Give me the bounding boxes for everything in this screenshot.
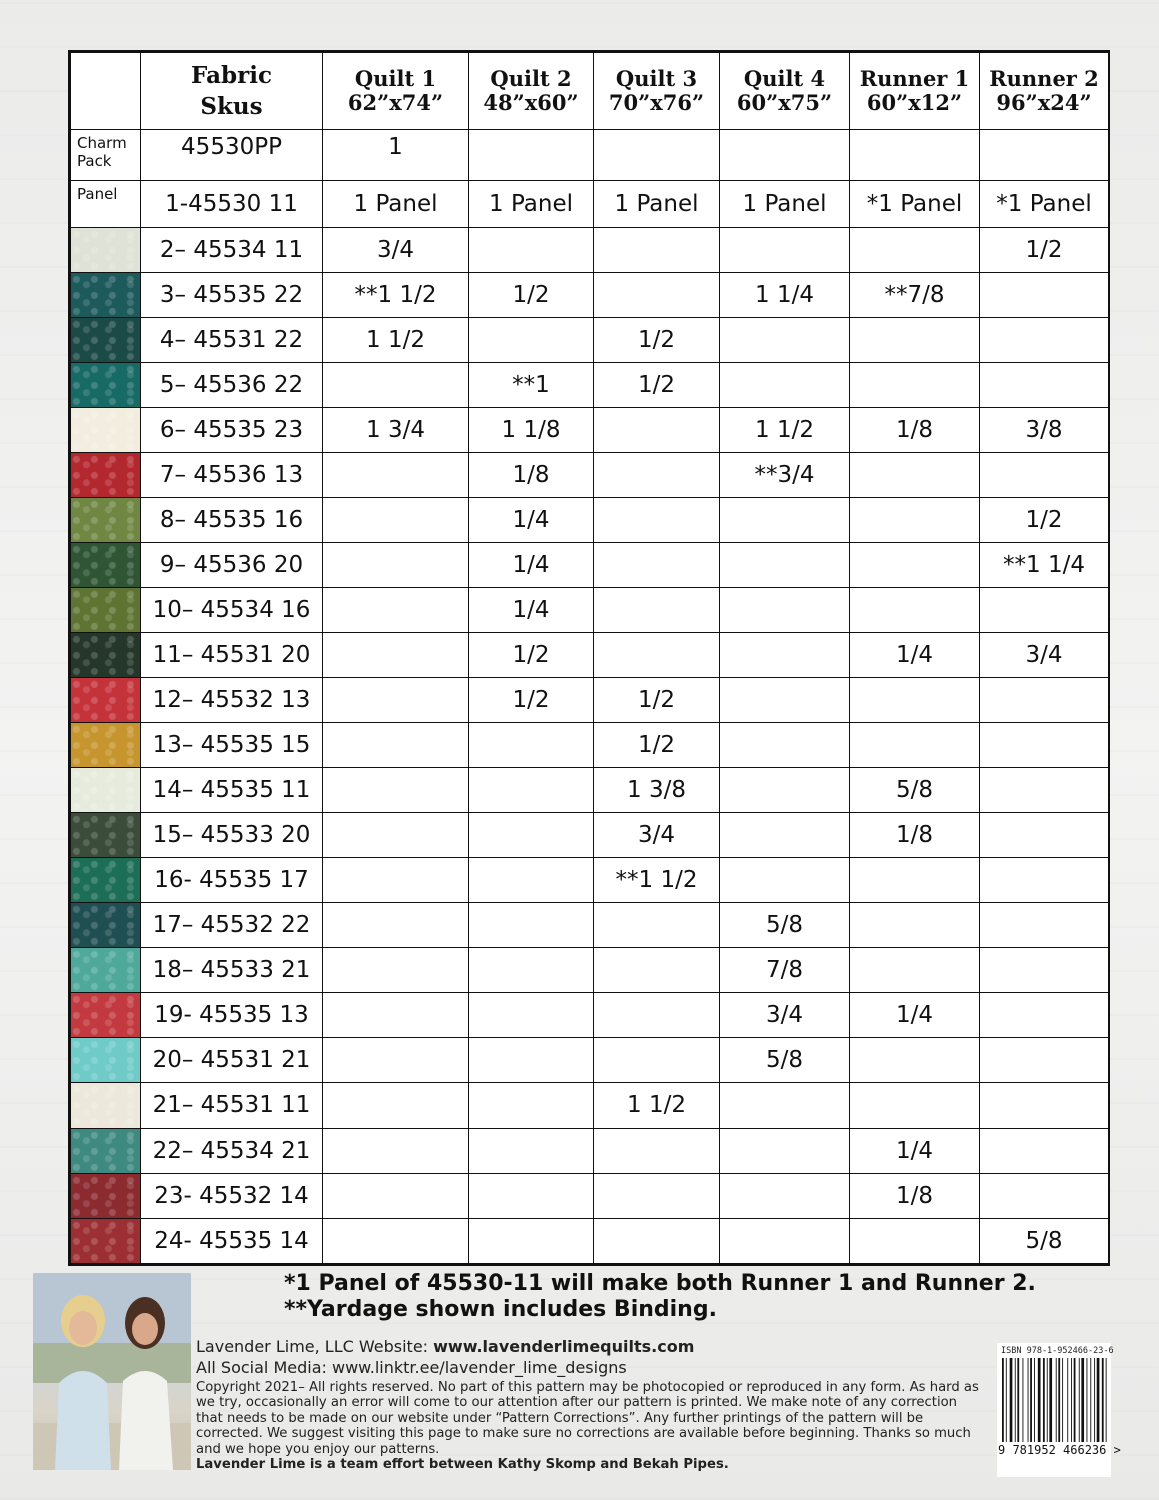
fabric-row <box>71 993 1109 1038</box>
yardage-cell <box>323 1218 469 1263</box>
fabric-row <box>71 1083 1109 1128</box>
yardage-cell <box>594 407 720 452</box>
sku-cell: 24- 45535 14 <box>141 1218 323 1263</box>
yardage-cell <box>594 1128 720 1173</box>
fabric-swatch <box>71 542 141 587</box>
yardage-cell <box>980 362 1109 407</box>
yardage-cell <box>980 993 1109 1038</box>
swatch-color <box>71 633 140 677</box>
sku-cell: 7– 45536 13 <box>141 452 323 497</box>
swatch-color <box>71 1129 140 1173</box>
yardage-cell <box>323 1128 469 1173</box>
yardage-cell: 1 1/2 <box>594 1083 720 1128</box>
yardage-cell: 1/4 <box>469 497 594 542</box>
fabric-row <box>71 632 1109 677</box>
sku-cell: 16- 45535 17 <box>141 858 323 903</box>
yardage-cell <box>469 1218 594 1263</box>
yardage-cell <box>323 587 469 632</box>
yardage-cell <box>850 1083 980 1128</box>
yardage-cell <box>594 632 720 677</box>
sku-cell: 13– 45535 15 <box>141 723 323 768</box>
binding-note: **Yardage shown includes Binding. <box>284 1297 717 1322</box>
website-link[interactable]: www.lavenderlimequilts.com <box>433 1337 695 1356</box>
fabric-row <box>71 723 1109 768</box>
yardage-cell <box>594 272 720 317</box>
fabric-swatch <box>71 813 141 858</box>
fabric-row <box>71 813 1109 858</box>
yardage-cell <box>323 768 469 813</box>
yardage-cell <box>720 542 850 587</box>
yardage-cell <box>469 993 594 1038</box>
yardage-cell <box>594 542 720 587</box>
sku-cell: 19- 45535 13 <box>141 993 323 1038</box>
panel-note: *1 Panel of 45530-11 will make both Runner 1 and Runner 2. <box>284 1271 1036 1296</box>
yardage-cell <box>594 452 720 497</box>
sku-cell: 12– 45532 13 <box>141 678 323 723</box>
yardage-cell <box>850 1038 980 1083</box>
fabric-row <box>71 362 1109 407</box>
fabric-swatch <box>71 362 141 407</box>
yardage-cell <box>323 542 469 587</box>
yardage-cell: 7/8 <box>720 948 850 993</box>
yardage-cell <box>594 1173 720 1218</box>
yardage-cell <box>323 362 469 407</box>
yardage-cell: 1/2 <box>469 272 594 317</box>
yardage-cell <box>594 903 720 948</box>
yardage-cell <box>469 130 594 181</box>
yardage-cell <box>850 723 980 768</box>
yardage-cell: *1 Panel <box>980 181 1109 227</box>
yardage-cell <box>594 227 720 272</box>
barcode-bar <box>1015 1358 1016 1442</box>
yardage-cell <box>323 1173 469 1218</box>
yardage-cell <box>323 497 469 542</box>
yardage-cell: 1/2 <box>594 317 720 362</box>
fabric-swatch <box>71 1218 141 1263</box>
barcode-bar <box>1056 1358 1057 1442</box>
fabric-swatch <box>71 858 141 903</box>
barcode-bar <box>1081 1358 1084 1442</box>
sku-cell: 14– 45535 11 <box>141 768 323 813</box>
barcode-bar <box>1010 1358 1013 1442</box>
yardage-cell: **1 1/4 <box>980 542 1109 587</box>
sku-cell: 4– 45531 22 <box>141 317 323 362</box>
swatch-color <box>71 1038 140 1082</box>
yardage-cell <box>720 227 850 272</box>
yardage-cell: 1/2 <box>980 497 1109 542</box>
barcode-bar <box>1017 1358 1019 1442</box>
fabric-swatch <box>71 948 141 993</box>
quilt-2-header: Quilt 2 48”x60” <box>469 53 594 130</box>
barcode-bar <box>1102 1358 1104 1442</box>
yardage-cell <box>469 317 594 362</box>
swatch-color <box>71 318 140 362</box>
fabric-row <box>71 317 1109 362</box>
yardage-cell <box>323 1083 469 1128</box>
yardage-cell <box>469 813 594 858</box>
fabric-row <box>71 1038 1109 1083</box>
fabric-swatch <box>71 272 141 317</box>
fabric-row <box>71 407 1109 452</box>
barcode-bar <box>1058 1358 1060 1442</box>
barcode-bar <box>1071 1358 1072 1442</box>
sku-cell: 23- 45532 14 <box>141 1173 323 1218</box>
yardage-cell <box>850 452 980 497</box>
yardage-cell <box>980 1128 1109 1173</box>
yardage-cell <box>594 1218 720 1263</box>
yardage-cell <box>850 678 980 723</box>
yardage-cell: 1 Panel <box>594 181 720 227</box>
barcode-number: 9 781952 466236 > <box>998 1443 1121 1457</box>
yardage-cell: 1 Panel <box>720 181 850 227</box>
sku-cell: 9– 45536 20 <box>141 542 323 587</box>
yardage-cell: 5/8 <box>850 768 980 813</box>
yardage-cell <box>323 903 469 948</box>
fabric-row <box>71 1218 1109 1263</box>
special-row <box>71 130 1109 181</box>
yardage-cell <box>469 948 594 993</box>
swatch-color <box>71 498 140 542</box>
yardage-cell <box>980 903 1109 948</box>
barcode-bar <box>1094 1358 1095 1442</box>
yardage-cell <box>850 497 980 542</box>
yardage-cell <box>469 1038 594 1083</box>
yardage-cell: **1 <box>469 362 594 407</box>
yardage-cell: 1/4 <box>850 1128 980 1173</box>
yardage-cell <box>323 948 469 993</box>
yardage-cell <box>850 227 980 272</box>
fabric-row <box>71 587 1109 632</box>
yardage-cell: 1 1/4 <box>720 272 850 317</box>
yardage-cell <box>980 768 1109 813</box>
swatch-color <box>71 1174 140 1218</box>
yardage-cell <box>469 768 594 813</box>
team-credit: Lavender Lime is a team effort between Kathy Skomp and Bekah Pipes. <box>196 1457 729 1473</box>
runner-2-header: Runner 2 96”x24” <box>980 53 1109 130</box>
yardage-cell: 1 Panel <box>323 181 469 227</box>
yardage-cell <box>720 858 850 903</box>
barcode-bar <box>1074 1358 1076 1442</box>
yardage-cell <box>323 632 469 677</box>
special-row <box>71 181 1109 227</box>
sku-cell: 20– 45531 21 <box>141 1038 323 1083</box>
yardage-cell: 1 Panel <box>469 181 594 227</box>
yardage-cell <box>850 317 980 362</box>
yardage-cell <box>720 632 850 677</box>
yardage-cell <box>980 452 1109 497</box>
row-label: Charm Pack <box>71 130 141 181</box>
social-media-line: All Social Media: www.linktr.ee/lavender_lime_designs <box>196 1358 627 1377</box>
yardage-cell <box>720 317 850 362</box>
yardage-cell <box>980 1083 1109 1128</box>
designers-photo <box>33 1273 191 1470</box>
yardage-cell <box>850 948 980 993</box>
yardage-cell <box>980 813 1109 858</box>
yardage-cell <box>323 723 469 768</box>
fabric-swatch <box>71 993 141 1038</box>
yardage-cell <box>980 723 1109 768</box>
yardage-cell: 3/4 <box>980 632 1109 677</box>
yardage-cell: 3/4 <box>594 813 720 858</box>
yardage-cell <box>720 1173 850 1218</box>
yardage-cell <box>720 768 850 813</box>
fabric-skus-header: Fabric Skus <box>141 53 323 130</box>
fabric-row <box>71 497 1109 542</box>
swatch-color <box>71 678 140 722</box>
fabric-swatch <box>71 407 141 452</box>
fabric-swatch <box>71 1128 141 1173</box>
yardage-cell: 1/2 <box>594 723 720 768</box>
yardage-cell: 5/8 <box>720 1038 850 1083</box>
yardage-cell: **1 1/2 <box>323 272 469 317</box>
sku-cell: 22– 45534 21 <box>141 1128 323 1173</box>
yardage-cell: 1/8 <box>469 452 594 497</box>
quilt-4-header: Quilt 4 60”x75” <box>720 53 850 130</box>
yardage-cell: 3/4 <box>720 993 850 1038</box>
yardage-cell <box>720 587 850 632</box>
yardage-cell <box>323 858 469 903</box>
yardage-cell <box>980 948 1109 993</box>
barcode-bar <box>1002 1358 1004 1442</box>
barcode-bar <box>1106 1358 1107 1442</box>
yardage-cell <box>980 317 1109 362</box>
barcode-bar <box>1086 1358 1087 1442</box>
barcode-bar <box>1049 1358 1052 1442</box>
yardage-cell: 1/4 <box>850 632 980 677</box>
fabric-row <box>71 272 1109 317</box>
yardage-cell <box>594 587 720 632</box>
yardage-cell <box>594 497 720 542</box>
fabric-swatch <box>71 317 141 362</box>
yardage-cell <box>850 362 980 407</box>
fabric-swatch <box>71 452 141 497</box>
fabric-swatch <box>71 723 141 768</box>
yardage-cell: 1/2 <box>469 632 594 677</box>
yardage-cell <box>980 130 1109 181</box>
yardage-cell <box>720 813 850 858</box>
yardage-cell <box>469 858 594 903</box>
row-label: Panel <box>71 181 141 227</box>
yardage-cell <box>323 452 469 497</box>
barcode-bar <box>1028 1358 1029 1442</box>
swatch-color <box>71 588 140 632</box>
fabric-swatch <box>71 497 141 542</box>
barcode-bar <box>1047 1358 1048 1442</box>
swatch-color <box>71 543 140 587</box>
yardage-cell: 1 <box>323 130 469 181</box>
sku-cell: 8– 45535 16 <box>141 497 323 542</box>
yardage-cell <box>980 678 1109 723</box>
yardage-cell: 1 3/4 <box>323 407 469 452</box>
yardage-cell <box>720 362 850 407</box>
yardage-cell: 5/8 <box>720 903 850 948</box>
swatch-color <box>71 813 140 857</box>
swatch-color <box>71 408 140 452</box>
yardage-cell <box>850 858 980 903</box>
fabric-swatch <box>71 632 141 677</box>
yardage-cell <box>323 678 469 723</box>
swatch-color <box>71 948 140 992</box>
sku-cell: 2– 45534 11 <box>141 227 323 272</box>
website-line: Lavender Lime, LLC Website: www.lavenderlimequilts.com <box>196 1337 695 1356</box>
barcode-bar <box>1079 1358 1080 1442</box>
sku-cell: 11– 45531 20 <box>141 632 323 677</box>
yardage-cell <box>469 1128 594 1173</box>
fabric-row <box>71 1173 1109 1218</box>
fabric-row <box>71 903 1109 948</box>
yardage-cell <box>720 723 850 768</box>
yardage-cell <box>469 723 594 768</box>
yardage-cell: **3/4 <box>720 452 850 497</box>
barcode-bar <box>1097 1358 1100 1442</box>
fabric-swatch <box>71 1083 141 1128</box>
yardage-cell <box>720 1083 850 1128</box>
sku-cell: 15– 45533 20 <box>141 813 323 858</box>
yardage-cell <box>720 1218 850 1263</box>
swatch-color <box>71 1219 140 1263</box>
quilt-1-header: Quilt 1 62”x74” <box>323 53 469 130</box>
yardage-cell <box>720 678 850 723</box>
fabric-row <box>71 768 1109 813</box>
yardage-cell <box>720 1128 850 1173</box>
sku-cell: 3– 45535 22 <box>141 272 323 317</box>
yardage-cell <box>980 1173 1109 1218</box>
sku-cell: 21– 45531 11 <box>141 1083 323 1128</box>
yardage-cell <box>980 272 1109 317</box>
yardage-cell: 1/8 <box>850 813 980 858</box>
yardage-cell: 1 1/2 <box>323 317 469 362</box>
swatch-color <box>71 228 140 272</box>
barcode-bar <box>1043 1358 1045 1442</box>
barcode-bar <box>1038 1358 1041 1442</box>
yardage-cell <box>850 903 980 948</box>
swatch-color <box>71 993 140 1037</box>
yardage-cell <box>594 948 720 993</box>
yardage-cell: *1 Panel <box>850 181 980 227</box>
fabric-row <box>71 678 1109 723</box>
yardage-table <box>70 52 1109 1264</box>
yardage-cell: 1/2 <box>594 678 720 723</box>
yardage-cell: 1/2 <box>980 227 1109 272</box>
yardage-cell <box>594 130 720 181</box>
fabric-row <box>71 858 1109 903</box>
fabric-row <box>71 542 1109 587</box>
yardage-cell: 1 1/8 <box>469 407 594 452</box>
fabric-swatch <box>71 903 141 948</box>
fabric-swatch <box>71 1173 141 1218</box>
yardage-cell <box>469 227 594 272</box>
swatch-color <box>71 768 140 812</box>
yardage-cell: 5/8 <box>980 1218 1109 1263</box>
swatch-color <box>71 363 140 407</box>
yardage-cell: 1 1/2 <box>720 407 850 452</box>
designers-photo-illustration <box>33 1273 191 1470</box>
corner-cell <box>71 53 141 130</box>
fabric-swatch <box>71 678 141 723</box>
yardage-cell <box>980 1038 1109 1083</box>
yardage-cell: 1/8 <box>850 1173 980 1218</box>
yardage-cell <box>720 497 850 542</box>
copyright-text: Copyright 2021– All rights reserved. No part of this pattern may be photocopied or reproduced in any form. As hard as we try, occasionally an error will come to our attention after our pattern is printed. We make note of any correction that needs to be made on our website under “Pattern Corrections”. Any further printings of the pattern will be corrected. We suggest visiting this page to make sure no corrections are available before beginning. Thanks so much and we hope you enjoy our patterns. Lavender Lime is a team effort between Kathy Skomp and Bekah Pipes. <box>196 1380 979 1473</box>
yardage-cell <box>594 993 720 1038</box>
barcode-bar <box>1034 1358 1035 1442</box>
yardage-cell <box>323 1038 469 1083</box>
yardage-cell: 1/4 <box>469 587 594 632</box>
swatch-color <box>71 273 140 317</box>
yardage-table-container <box>68 50 1110 1266</box>
yardage-cell: 1/2 <box>594 362 720 407</box>
isbn-label: ISBN 978-1-952466-23-6 <box>1001 1346 1114 1356</box>
sku-cell: 6– 45535 23 <box>141 407 323 452</box>
yardage-cell <box>469 1173 594 1218</box>
yardage-cell <box>850 130 980 181</box>
yardage-cell <box>469 903 594 948</box>
yardage-cell: 1/2 <box>469 678 594 723</box>
yardage-cell <box>469 1083 594 1128</box>
swatch-color <box>71 903 140 947</box>
fabric-row <box>71 1128 1109 1173</box>
sku-cell: 5– 45536 22 <box>141 362 323 407</box>
quilt-3-header: Quilt 3 70”x76” <box>594 53 720 130</box>
barcode-bar <box>1090 1358 1091 1442</box>
sku-cell: 45530PP <box>141 130 323 181</box>
yardage-cell <box>720 130 850 181</box>
sku-cell: 18– 45533 21 <box>141 948 323 993</box>
yardage-cell: 1/8 <box>850 407 980 452</box>
fabric-swatch <box>71 1038 141 1083</box>
yardage-cell: **7/8 <box>850 272 980 317</box>
swatch-color <box>71 858 140 902</box>
barcode-bar <box>1062 1358 1063 1442</box>
swatch-color <box>71 1083 140 1127</box>
header-row <box>71 53 1109 130</box>
yardage-cell: 1 3/8 <box>594 768 720 813</box>
fabric-row <box>71 948 1109 993</box>
yardage-cell <box>323 993 469 1038</box>
yardage-cell: 1/4 <box>469 542 594 587</box>
sku-cell: 10– 45534 16 <box>141 587 323 632</box>
barcode-bar <box>1006 1358 1007 1442</box>
yardage-cell <box>594 1038 720 1083</box>
swatch-color <box>71 723 140 767</box>
fabric-swatch <box>71 768 141 813</box>
fabric-swatch <box>71 587 141 632</box>
sku-cell: 17– 45532 22 <box>141 903 323 948</box>
yardage-cell: 3/8 <box>980 407 1109 452</box>
fabric-row <box>71 227 1109 272</box>
yardage-cell: 1/4 <box>850 993 980 1038</box>
sku-cell: 1-45530 11 <box>141 181 323 227</box>
fabric-swatch <box>71 227 141 272</box>
barcode-icon <box>1000 1358 1108 1442</box>
barcode-bar <box>1067 1358 1068 1442</box>
barcode-bar <box>1022 1358 1023 1442</box>
fabric-row <box>71 452 1109 497</box>
barcode-bar <box>1030 1358 1032 1442</box>
yardage-cell <box>850 587 980 632</box>
yardage-cell <box>850 1218 980 1263</box>
yardage-cell <box>323 813 469 858</box>
yardage-cell: **1 1/2 <box>594 858 720 903</box>
runner-1-header: Runner 1 60”x12” <box>850 53 980 130</box>
yardage-cell: 3/4 <box>323 227 469 272</box>
yardage-cell <box>850 542 980 587</box>
yardage-cell <box>980 587 1109 632</box>
swatch-color <box>71 453 140 497</box>
yardage-cell <box>980 858 1109 903</box>
